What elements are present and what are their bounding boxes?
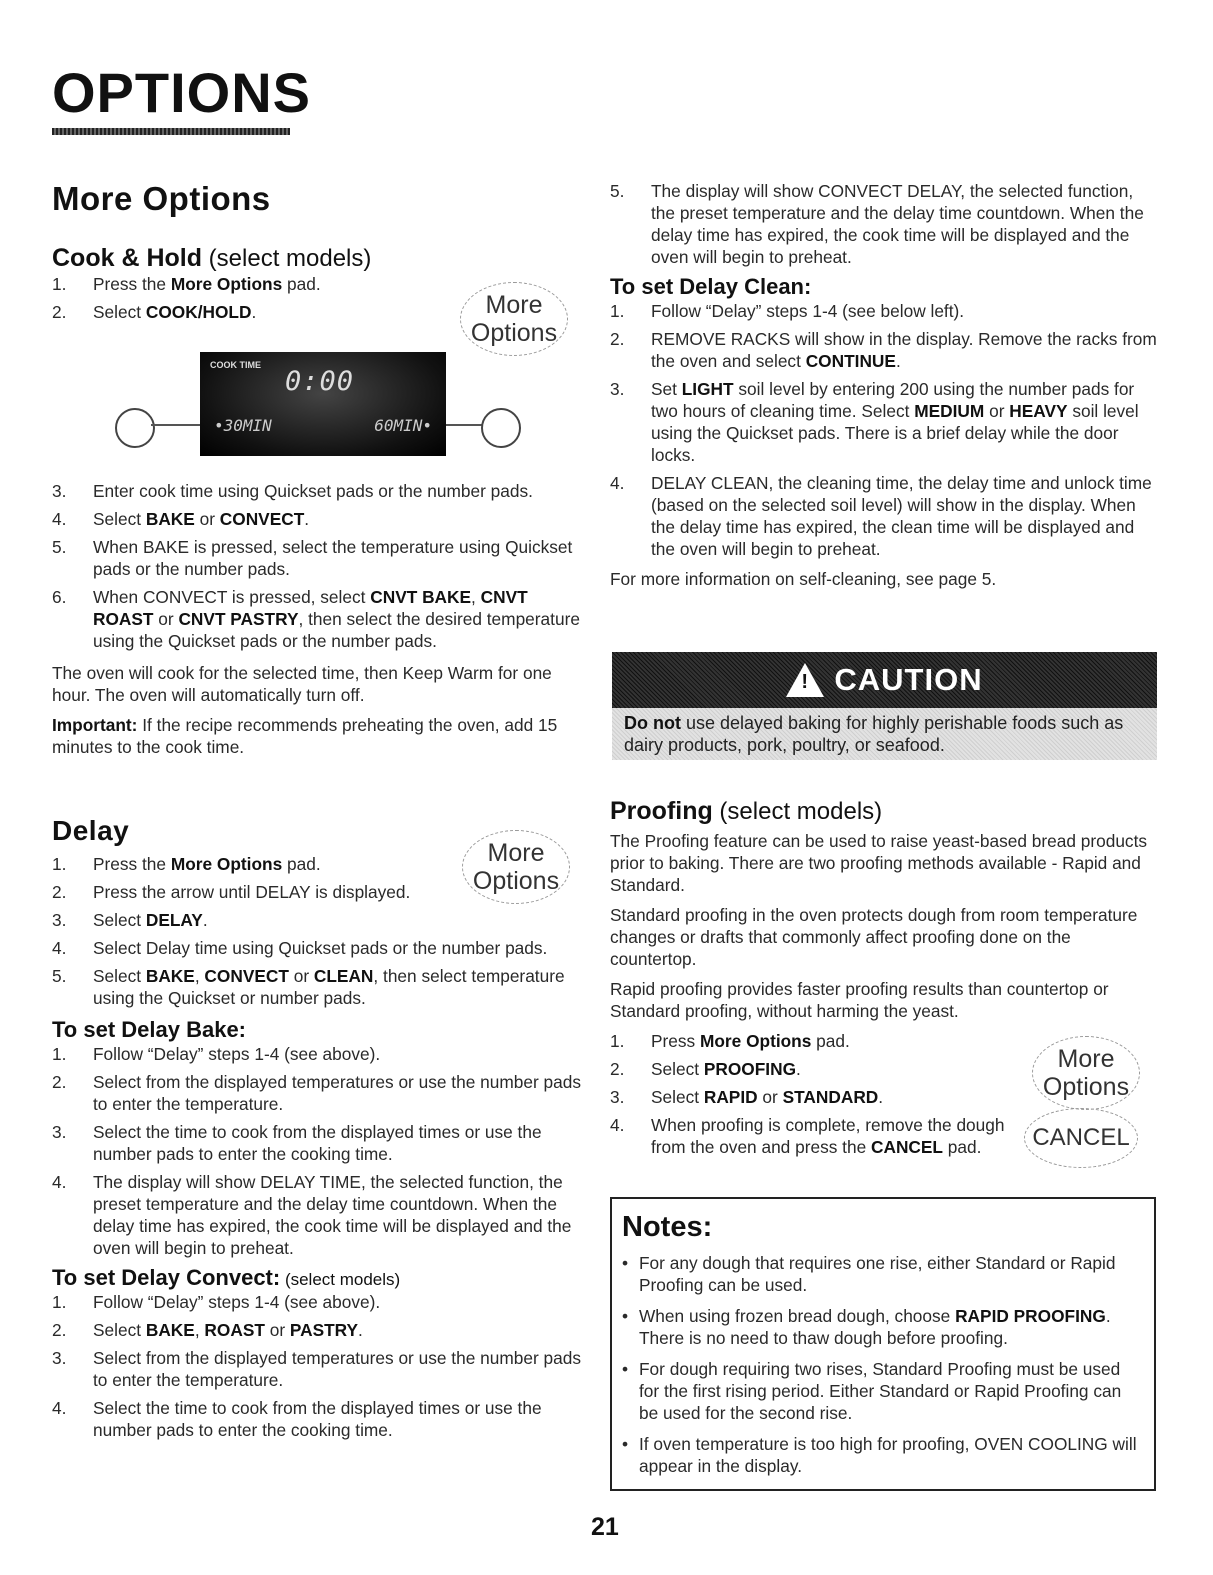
step-text: Press the arrow until DELAY is displayed. (93, 882, 411, 902)
step-item (610, 1030, 1010, 1052)
delay-heading: Delay (52, 815, 130, 846)
step-text: When BAKE is pressed, select the temperature using Quickset pads or the number pads. (93, 537, 573, 579)
step-number: 4. (52, 1172, 67, 1192)
bullet-icon: • (622, 1253, 629, 1273)
pad-label-line1: More (487, 839, 545, 867)
bold-term: LIGHT (681, 379, 734, 399)
step-text: . (358, 1320, 363, 1340)
step-number: 1. (52, 274, 67, 294)
step-text: , (471, 587, 481, 607)
bold-term: RAPID (703, 1087, 758, 1107)
bullet-icon: • (622, 1434, 629, 1454)
step-number: 5. (52, 966, 67, 986)
pad-label-line1: More (1057, 1045, 1115, 1073)
connector-line (151, 424, 201, 426)
pad-label-line2: Options (470, 319, 558, 347)
delay-clean-heading: To set Delay Clean: (610, 274, 812, 299)
bold-term: CONVECT (204, 966, 289, 986)
step-item (610, 180, 1160, 268)
delay-convect-steps (52, 1291, 587, 1441)
step-text: REMOVE RACKS will show in the display. Remove the racks from the oven and select (651, 329, 1157, 371)
step-text: Follow “Delay” steps 1-4 (see above). (93, 1292, 381, 1312)
delay-convect-title: To set Delay Convect: (52, 1265, 281, 1290)
step-text: soil level using the Quickset pads. There is a brief delay while the door locks. (651, 401, 1139, 465)
more-options-pad (1032, 1036, 1140, 1110)
step-number: 4. (610, 473, 625, 493)
step-text: Press the (93, 854, 171, 874)
note-item (622, 1252, 1144, 1296)
bold-term: BAKE (145, 509, 195, 529)
warning-triangle-icon: ! (786, 663, 824, 697)
proofing-paragraphs (610, 830, 1150, 1022)
step-number: 4. (610, 1115, 625, 1135)
proofing-paragraph: Rapid proofing provides faster proofing results than countertop or Standard proofing, without harming the yeast. (610, 979, 1109, 1021)
step-text: Select Delay time using Quickset pads or the number pads. (93, 938, 548, 958)
right-knob-icon (481, 408, 521, 448)
step-number: 2. (52, 882, 67, 902)
step-text: or (288, 966, 314, 986)
step-text: When proofing is complete, remove the dough from the oven and press the (651, 1115, 1005, 1157)
step-item (52, 1121, 587, 1165)
bold-term: More Options (170, 274, 283, 294)
proofing-steps (610, 1030, 1010, 1158)
step-text: . (895, 351, 901, 371)
step-item (610, 1114, 1010, 1158)
step-item (52, 536, 587, 580)
step-text: , then select temperature using the Quickset or number pads. (93, 966, 565, 1008)
step-number: 4. (52, 509, 67, 529)
step-number: 3. (610, 1087, 625, 1107)
step-number: 1. (610, 301, 625, 321)
connector-line (446, 424, 484, 426)
bold-term: CNVT ROAST (93, 587, 528, 629)
step-item (52, 909, 587, 931)
step-number: 2. (610, 1059, 625, 1079)
step-text: soil level by entering 200 using the number pads for two hours of cleaning time. Select (651, 379, 1135, 421)
step-number: 2. (52, 1320, 67, 1340)
step-item (52, 301, 432, 323)
step-text: . (796, 1059, 801, 1079)
cook-hold-steps-a (52, 273, 432, 323)
step-number: 5. (610, 181, 625, 201)
step-text: pad. (282, 274, 321, 294)
cook-hold-heading (52, 244, 587, 273)
bold-term: CNVT PASTRY (178, 609, 299, 629)
step-item (610, 1086, 1010, 1108)
bold-term: HEAVY (1009, 401, 1068, 421)
notes-box (610, 1197, 1156, 1491)
note-item (622, 1305, 1144, 1349)
display-cook-time-label: COOK TIME (210, 360, 261, 370)
step-text: Select (651, 1087, 704, 1107)
step-text: Select (93, 966, 146, 986)
step-text: , (194, 1320, 205, 1340)
important-text: If the recipe recommends preheating the oven, add 15 minutes to the cook time. (52, 715, 558, 757)
step-text: . There is no need to thaw dough before proofing. (639, 1306, 1111, 1348)
step-text: , (194, 966, 205, 986)
step-item (52, 1071, 587, 1115)
notes-title: Notes: (622, 1211, 713, 1243)
cancel-pad (1024, 1108, 1138, 1168)
step-text: pad. (282, 854, 321, 874)
step-text: Select the time to cook from the displayed times or use the number pads to enter the cooking time. (93, 1122, 542, 1164)
more-options-heading: More Options (52, 180, 271, 217)
step-item (610, 328, 1160, 372)
step-text: Enter cook time using Quickset pads or the number pads. (93, 481, 533, 501)
delay-section (52, 815, 587, 1447)
note-item (622, 1358, 1144, 1424)
cancel-pad-label: CANCEL (1032, 1124, 1130, 1151)
oven-display-figure (115, 352, 535, 474)
important-note (52, 714, 587, 758)
step-text: . (202, 910, 208, 930)
step-number: 3. (52, 1122, 67, 1142)
bold-term: CONVECT (219, 509, 305, 529)
step-text: pad. (811, 1031, 850, 1051)
step-text: . (251, 302, 257, 322)
step-text: or (153, 609, 179, 629)
delay-convect-note: (select models) (280, 1270, 401, 1289)
caution-header (612, 652, 1157, 708)
step-item (52, 937, 587, 959)
step-number: 3. (52, 910, 67, 930)
step-text: DELAY CLEAN, the cleaning time, the delay time and unlock time (based on the selected soil level) will show in the display. When the delay time has expired, the clean time will be displayed and the oven will begin to preheat. (651, 473, 1152, 559)
step-item (52, 965, 587, 1009)
pad-label-line2: Options (472, 867, 560, 895)
self-clean-info: For more information on self-cleaning, see page 5. (610, 569, 997, 589)
delay-convect-heading (52, 1265, 587, 1291)
step-text: Select from the displayed temperatures or use the number pads to enter the temperature. (93, 1072, 581, 1114)
step-number: 2. (52, 302, 67, 322)
step-text: Follow “Delay” steps 1-4 (see below left). (651, 301, 965, 321)
bold-term: ROAST (204, 1320, 265, 1340)
bold-term: MEDIUM (914, 401, 985, 421)
bold-term: BAKE (145, 966, 195, 986)
delay-clean-steps (610, 300, 1160, 560)
cook-hold-note: (select models) (202, 245, 372, 272)
step-item (52, 1171, 587, 1259)
step-text: The display will show DELAY TIME, the selected function, the preset temperature and the delay time countdown. When the delay time has expired, the cook time will be displayed and the oven will begin to preheat. (93, 1172, 572, 1258)
important-label: Important: (52, 715, 138, 735)
step-number: 6. (52, 587, 67, 607)
bold-term: STANDARD (782, 1087, 879, 1107)
step-item (52, 1347, 587, 1391)
step-text: The display will show CONVECT DELAY, the selected function, the preset temperature and the delay time countdown. When the delay time has expired, the cook time will be displayed and the oven will begin to preheat. (651, 181, 1144, 267)
step-text: Press (651, 1031, 700, 1051)
step-text: . (878, 1087, 884, 1107)
step-text: or (984, 401, 1010, 421)
step-item (52, 1043, 587, 1065)
delay-bake-steps (52, 1043, 587, 1259)
step-text: Select (651, 1059, 704, 1079)
bold-term: RAPID PROOFING (955, 1306, 1106, 1326)
step-text: or (194, 509, 220, 529)
step-number: 3. (52, 481, 67, 501)
step-text: Select (93, 509, 146, 529)
more-options-pad (462, 830, 570, 904)
step-item (610, 300, 1160, 322)
proofing-note: (select models) (712, 798, 883, 825)
oven-display-screen (200, 352, 446, 456)
note-item (622, 1433, 1144, 1477)
step-text: When CONVECT is pressed, select (93, 587, 371, 607)
step-item (52, 1397, 587, 1441)
bold-term: PROOFING (703, 1059, 797, 1079)
proofing-paragraph: The Proofing feature can be used to raise yeast-based bread products prior to baking. There are two proofing methods available - Rapid and Standard. (610, 831, 1148, 895)
step-item (610, 472, 1160, 560)
step-text: Select the time to cook from the displayed times or use the number pads to enter the cooking time. (93, 1398, 542, 1440)
left-knob-icon (115, 408, 155, 448)
cook-hold-steps-b (52, 480, 587, 652)
bold-term: More Options (170, 854, 283, 874)
step-item (610, 378, 1160, 466)
bold-term: COOK/HOLD (145, 302, 252, 322)
step-number: 1. (52, 1044, 67, 1064)
step-text: For dough requiring two rises, Standard Proofing must be used for the first rising period. Either Standard or Rapid Proofing can be used for the second rise. (639, 1359, 1122, 1423)
step-text: pad. (943, 1137, 982, 1157)
bold-term: CANCEL (870, 1137, 943, 1157)
step-text: If oven temperature is too high for proofing, OVEN COOLING will appear in the display. (639, 1434, 1137, 1476)
more-options-pad (460, 282, 568, 356)
pad-label-line1: More (485, 291, 543, 319)
step-item (610, 1058, 1010, 1080)
step-text: , then select the desired temperature using the Quickset pads or the number pads. (93, 609, 580, 651)
step-number: 3. (610, 379, 625, 399)
step-number: 2. (52, 1072, 67, 1092)
step-number: 4. (52, 938, 67, 958)
cook-hold-title: Cook & Hold (52, 244, 202, 272)
step-item (52, 1291, 587, 1313)
step-item (52, 1319, 587, 1341)
delay-bake-heading: To set Delay Bake: (52, 1017, 247, 1042)
step-number: 1. (610, 1031, 625, 1051)
step-item (52, 586, 587, 652)
display-time: 0:00 (285, 366, 355, 397)
proofing-title: Proofing (610, 797, 713, 825)
step-number: 1. (52, 854, 67, 874)
step-text: For any dough that requires one rise, either Standard or Rapid Proofing can be used. (639, 1253, 1116, 1295)
step-item (52, 508, 587, 530)
step-item (52, 480, 587, 502)
step-text: . (304, 509, 310, 529)
step-text: Select (93, 302, 146, 322)
bold-term: CONTINUE (805, 351, 896, 371)
bold-term: CNVT BAKE (370, 587, 472, 607)
right-column (610, 180, 1160, 598)
caution-box (612, 652, 1157, 760)
step-text: or (757, 1087, 783, 1107)
notes-list (622, 1252, 1144, 1477)
bold-term: More Options (699, 1031, 812, 1051)
step-text: Select from the displayed temperatures or use the number pads to enter the temperature. (93, 1348, 581, 1390)
bold-term: PASTRY (289, 1320, 359, 1340)
step-text: Press the (93, 274, 171, 294)
proofing-paragraph: Standard proofing in the oven protects dough from room temperature changes or drafts that commonly affect proofing done on the countertop. (610, 905, 1138, 969)
step-number: 5. (52, 537, 67, 557)
step-number: 1. (52, 1292, 67, 1312)
caution-text-body: use delayed baking for highly perishable foods such as dairy products, pork, poultry, or seafood. (624, 713, 1124, 755)
cook-hold-continued (52, 480, 587, 766)
step-text: Select (93, 1320, 146, 1340)
step-number: 3. (52, 1348, 67, 1368)
step-item (52, 273, 432, 295)
delay-convect-step5 (610, 180, 1160, 268)
step-number: 4. (52, 1398, 67, 1418)
bullet-icon: • (622, 1359, 629, 1379)
step-text: Follow “Delay” steps 1-4 (see above). (93, 1044, 381, 1064)
title-underline (52, 128, 290, 135)
caution-text (612, 708, 1157, 756)
bullet-icon: • (622, 1306, 629, 1326)
display-right-option: 60MIN• (374, 416, 432, 435)
proofing-heading (610, 797, 1150, 826)
step-text: When using frozen bread dough, choose (639, 1306, 956, 1326)
step-text: Select (93, 910, 146, 930)
bold-term: BAKE (145, 1320, 195, 1340)
page-title: OPTIONS (52, 61, 312, 124)
bold-term: CLEAN (313, 966, 374, 986)
step-text: Set (651, 379, 682, 399)
cook-hold-paragraph: The oven will cook for the selected time, then Keep Warm for one hour. The oven will automatically turn off. (52, 663, 552, 705)
caution-title: CAUTION (834, 662, 983, 697)
page-number: 21 (591, 1513, 619, 1541)
step-number: 2. (610, 329, 625, 349)
display-left-option: •30MIN (214, 416, 272, 435)
caution-text-bold: Do not (624, 713, 681, 733)
pad-label-line2: Options (1042, 1073, 1130, 1101)
step-text: or (264, 1320, 290, 1340)
bold-term: DELAY (145, 910, 203, 930)
